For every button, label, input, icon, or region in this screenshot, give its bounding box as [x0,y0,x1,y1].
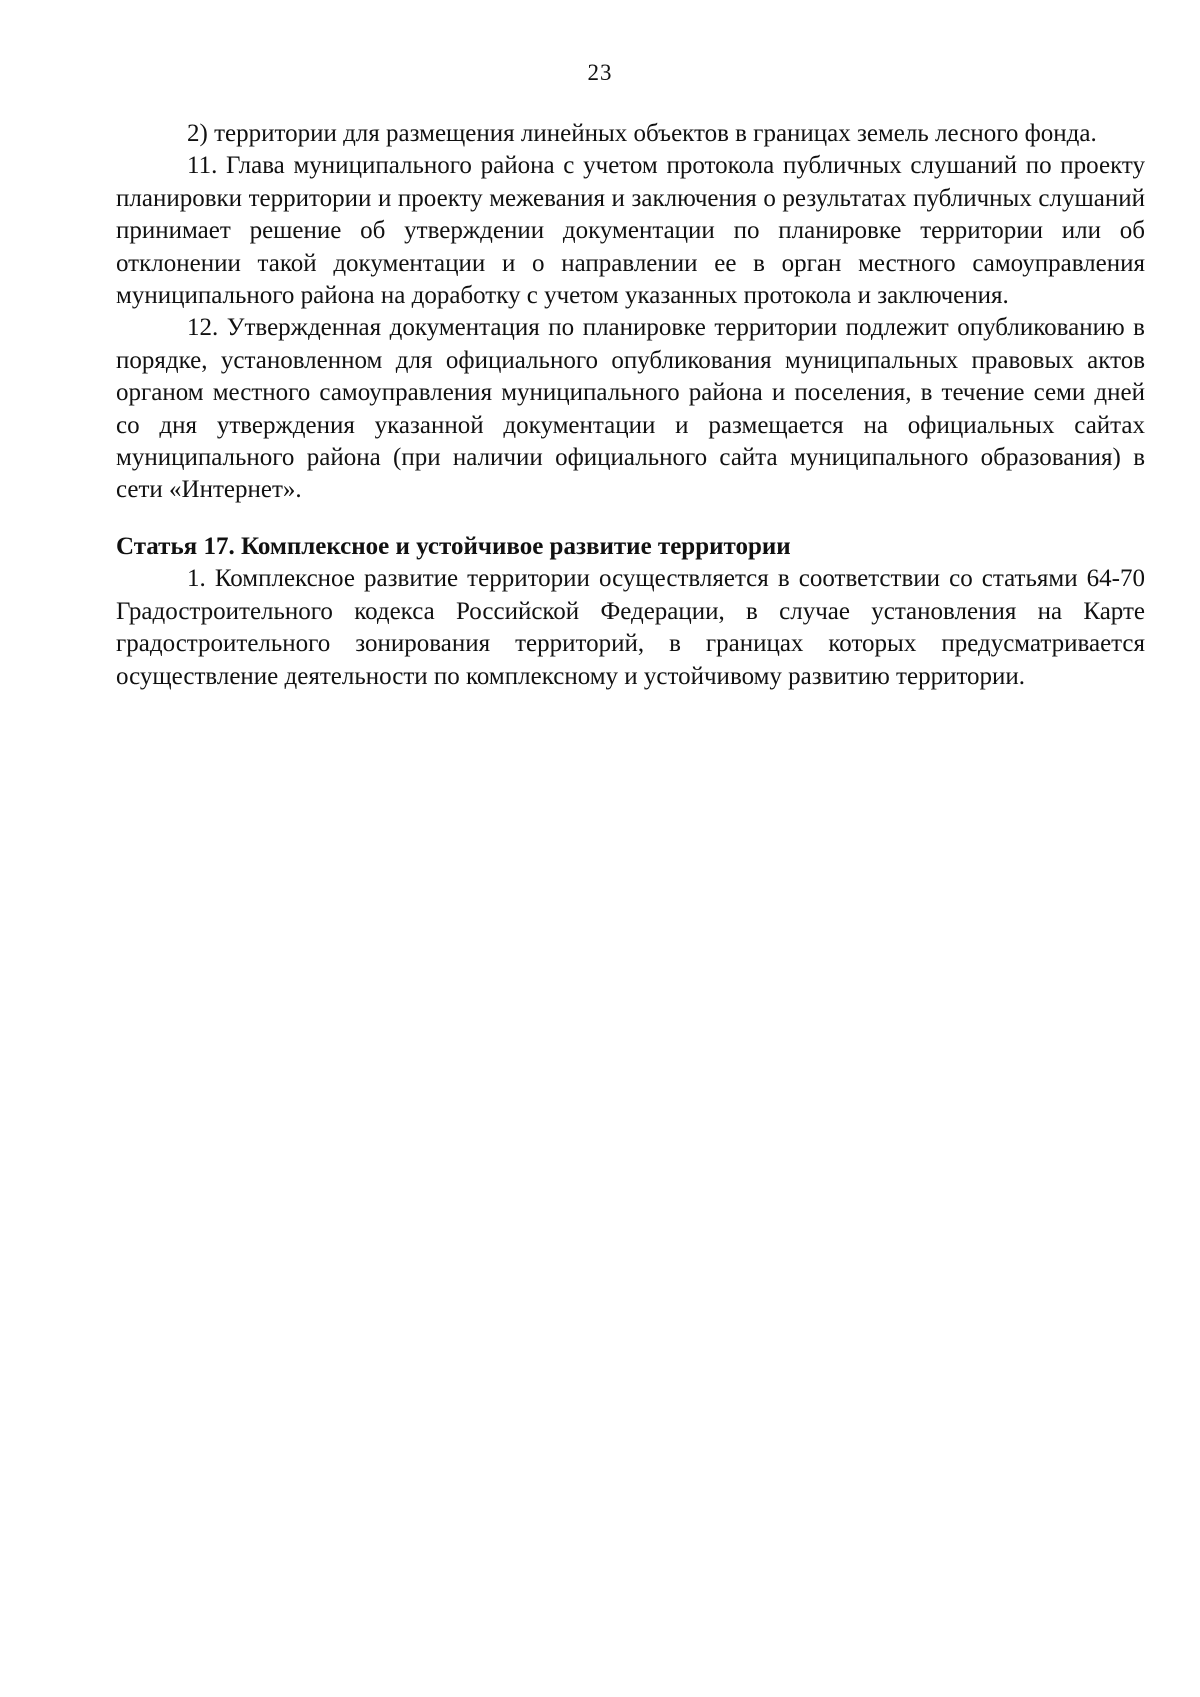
paragraph-item-12: 12. Утвержденная документация по планировке территории подлежит опубликованию в порядке, установленном для официального опубликования муниципальных правовых актов органом местного самоуправления муниципального района и поселения, в течение семи дней со дня утверждения указанной документации и размещается на официальных сайтах муниципального района (при наличии официального сайта муниципального образования) в сети «Интернет». [116,314,1145,504]
section-spacer [116,507,1145,531]
document-body [116,118,1145,693]
article-17-paragraph-1: 1. Комплексное развитие территории осуществляется в соответствии со статьями 64-70 Градостроительного кодекса Российской Федерации, в случае установления на Карте градостроительного зонирования территорий, в границах которых предусматривается осуществление деятельности по комплексному и устойчивому развитию территории. [116,565,1145,690]
paragraph-item-2: 2) территории для размещения линейных объектов в границах земель лесного фонда. [187,120,1097,147]
article-17-heading: Статья 17. Комплексное и устойчивое развитие территории [116,532,791,560]
paragraph-item-11: 11. Глава муниципального района с учетом протокола публичных слушаний по проекту планировки территории и проекту межевания и заключения о результатах публичных слушаний принимает решение об утверждении документации по планировке территории или об отклонении такой документации и о направлении ее в орган местного самоуправления муниципального района на доработку с учетом указанных протокола и заключения. [116,152,1145,310]
page-number: 23 [587,60,613,85]
